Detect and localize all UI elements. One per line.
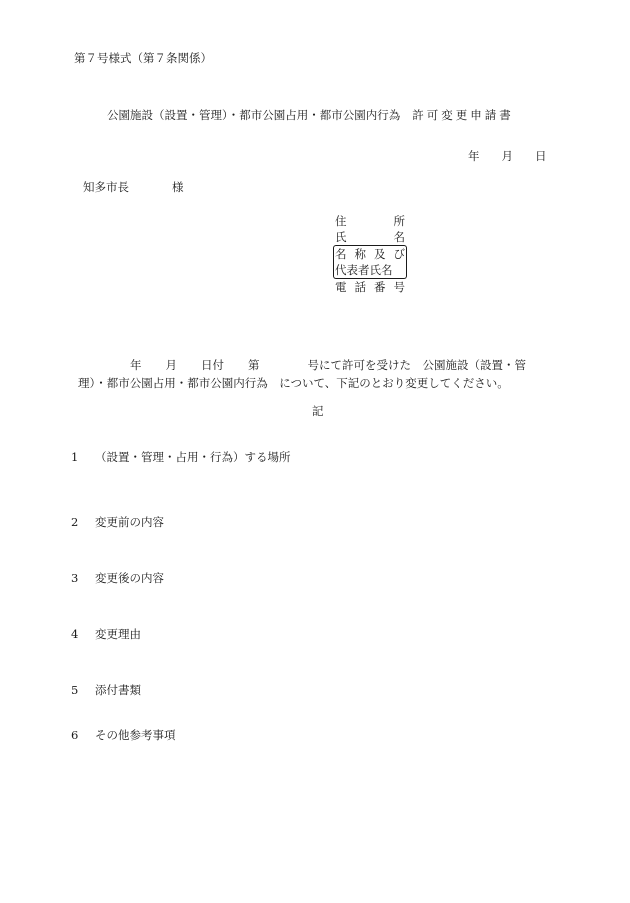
item-label: 変更理由 bbox=[95, 627, 141, 641]
applicant-company-label: 名 称 及 び bbox=[335, 247, 405, 261]
title-sub: 許可変更申請書 bbox=[412, 108, 514, 122]
item-label: 変更後の内容 bbox=[95, 571, 164, 585]
permit-dai-label: 第 bbox=[248, 358, 260, 372]
addressee-honorific: 様 bbox=[172, 180, 184, 194]
request-statement bbox=[78, 356, 562, 392]
document-title bbox=[107, 110, 514, 122]
item-label: 変更前の内容 bbox=[95, 515, 164, 529]
list-item bbox=[71, 730, 176, 742]
item-number: 4 bbox=[71, 627, 79, 641]
addressee-name: 知多市長 bbox=[83, 180, 129, 194]
date-year-label: 年 bbox=[468, 149, 480, 163]
item-label: その他参考事項 bbox=[95, 728, 176, 742]
list-item bbox=[71, 517, 164, 529]
item-number: 2 bbox=[71, 515, 79, 529]
list-item bbox=[71, 629, 141, 641]
request-statement-line1 bbox=[78, 356, 562, 374]
applicant-block bbox=[335, 213, 405, 295]
item-label: 添付書類 bbox=[95, 683, 141, 697]
form-number: 第７号様式（第７条関係） bbox=[74, 51, 212, 65]
item-number: 3 bbox=[71, 571, 79, 585]
permit-number-text: 号にて許可を受けた 公園施設（設置・管 bbox=[307, 358, 526, 372]
permit-month-label: 月 bbox=[165, 358, 177, 372]
item-number: 1 bbox=[71, 450, 79, 464]
list-item bbox=[71, 685, 141, 697]
applicant-phone-label: 電 話 番 号 bbox=[335, 280, 405, 294]
application-date bbox=[468, 151, 547, 163]
ki-heading: 記 bbox=[312, 404, 324, 418]
date-day-label: 日 bbox=[535, 149, 547, 163]
addressee bbox=[83, 182, 184, 194]
date-month-label: 月 bbox=[501, 149, 513, 163]
applicant-address-label: 住 所 bbox=[335, 214, 405, 228]
permit-year-label: 年 bbox=[130, 358, 142, 372]
permit-date-label: 日付 bbox=[201, 358, 224, 372]
item-number: 6 bbox=[71, 728, 79, 742]
list-item bbox=[71, 573, 164, 585]
applicant-representative-label: 代表者氏名 bbox=[333, 262, 407, 279]
list-item bbox=[71, 452, 291, 464]
applicant-name-label: 氏 名 bbox=[335, 230, 405, 244]
item-label: （設置・管理・占用・行為）する場所 bbox=[95, 450, 291, 464]
item-number: 5 bbox=[71, 683, 79, 697]
title-main: 公園施設（設置・管理）・都市公園占用・都市公園内行為 bbox=[107, 108, 401, 122]
request-statement-line2: 理）・都市公園占用・都市公園内行為 について、下記のとおり変更してください。 bbox=[78, 376, 509, 390]
